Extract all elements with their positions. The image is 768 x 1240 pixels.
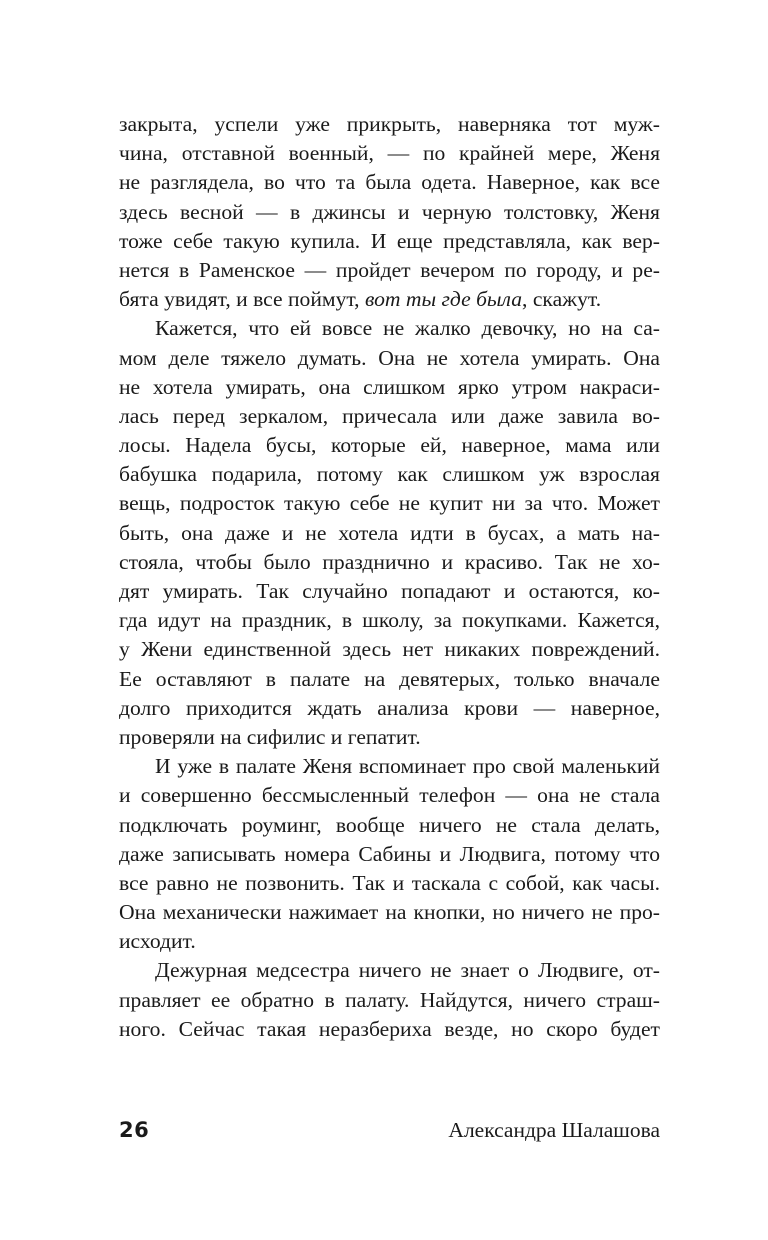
text-line: гда идут на праздник, в школу, за покупками. Кажется, (119, 608, 660, 633)
text-line: и совершенно бессмысленный телефон — она не стала (119, 783, 660, 808)
page-number: 26 (119, 1118, 150, 1142)
text-line: лосы. Надела бусы, которые ей, наверное, мама или (119, 433, 660, 458)
text-line: правляет ее обратно в палату. Найдутся, ничего страш- (119, 987, 660, 1012)
text-line: ного. Сейчас такая неразбериха везде, но скоро будет (119, 1016, 660, 1041)
text-line: не хотела умирать, она слишком ярко утром накраси- (119, 374, 660, 399)
text-line: бабушка подарила, потому как слишком уж взрослая (119, 462, 660, 487)
text-line: все равно не позвонить. Так и таскала с собой, как часы. (119, 870, 660, 895)
text-line: Ее оставляют в палате на девятерых, только вначале (119, 666, 660, 691)
text-run: бята увидят, и все поймут, (119, 287, 365, 312)
text-line: у Жени единственной здесь нет никаких повреждений. (119, 637, 660, 662)
text-line: быть, она даже и не хотела идти в бусах, а мать на- (119, 520, 660, 545)
text-line: Дежурная медсестра ничего не знает о Людвиге, от- (155, 958, 660, 983)
text-line: вещь, подросток такую себе не купит ни за что. Может (119, 491, 660, 516)
text-line: нется в Раменское — пройдет вечером по городу, и ре- (119, 257, 660, 282)
text-line: подключать роуминг, вообще ничего не стала делать, (119, 812, 660, 837)
text-line: не разглядела, во что та была одета. Наверное, как все (119, 170, 660, 195)
author-name: Александра Шалашова (448, 1118, 660, 1142)
page-text-body (119, 110, 660, 1044)
paragraph-1 (119, 110, 660, 314)
text-line: Кажется, что ей вовсе не жалко девочку, но на са- (155, 316, 660, 341)
text-line: И уже в палате Женя вспоминает про свой маленький (155, 754, 660, 779)
text-line: Она механически нажимает на кнопки, но ничего не про- (119, 900, 660, 925)
text-line: чина, отставной военный, — по крайней мере, Женя (119, 141, 660, 166)
text-line: дят умирать. Так случайно попадают и остаются, ко- (119, 579, 660, 603)
text-line: даже записывать номера Сабины и Людвига, потому что (119, 841, 660, 866)
text-line: лась перед зеркалом, причесала или даже завила во- (119, 403, 660, 428)
text-line: здесь весной — в джинсы и черную толстовку, Женя (119, 199, 660, 224)
italic-phrase: вот ты где была (364, 287, 523, 312)
text-line: долго приходится ждать анализа крови — наверное, (119, 695, 660, 720)
text-line: проверяли на сифилис и гепатит. (119, 724, 421, 749)
text-run: , скажут. (522, 287, 602, 312)
text-line: мом деле тяжело думать. Она не хотела умирать. Она (119, 345, 660, 370)
text-line: закрыта, успели уже прикрыть, наверняка тот муж- (119, 112, 660, 136)
paragraph-3 (119, 752, 660, 956)
page-footer (119, 1115, 660, 1145)
text-line (119, 285, 660, 314)
text-line: стояла, чтобы было празднично и красиво. Так не хо- (119, 549, 660, 574)
paragraph-2 (119, 314, 660, 752)
text-line: исходит. (119, 929, 196, 954)
paragraph-4 (119, 956, 660, 1044)
text-line: тоже себе такую купила. И еще представляла, как вер- (119, 228, 660, 253)
